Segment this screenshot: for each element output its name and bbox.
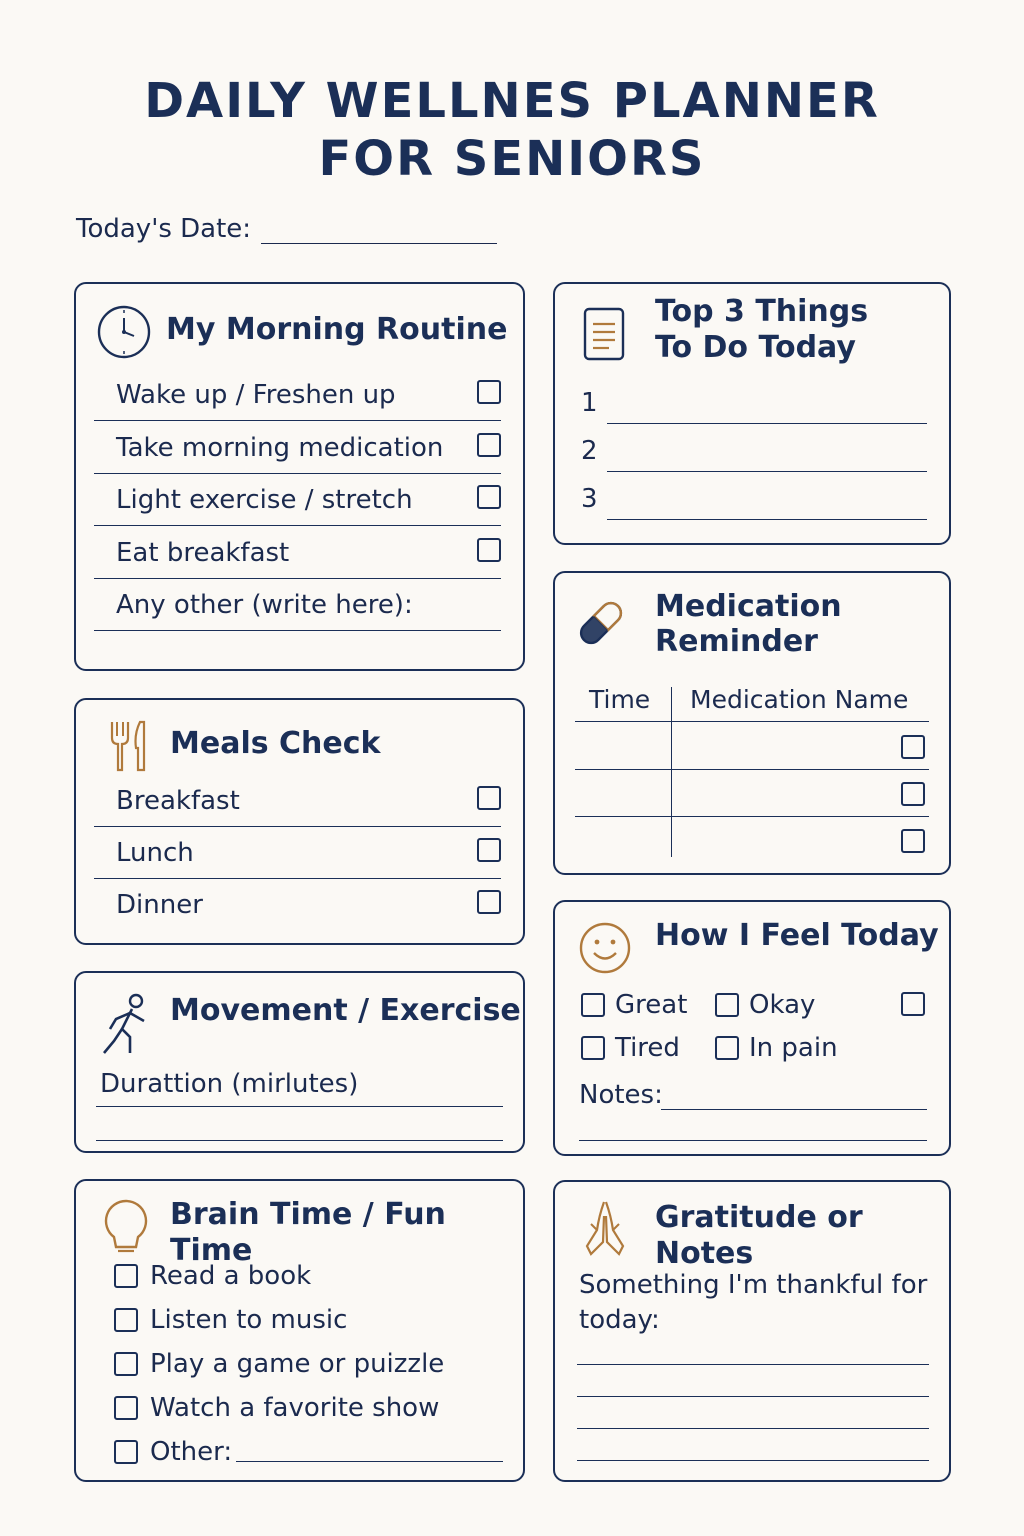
morning-item-1 — [94, 368, 501, 421]
meal-item-label: Breakfast — [116, 786, 240, 816]
med-row-line — [575, 816, 929, 817]
gratitude-line[interactable] — [577, 1396, 929, 1397]
med-row-checkbox[interactable] — [901, 782, 925, 806]
morning-other-label: Any other (write here): — [116, 590, 413, 620]
top3-title-line-2: To Do Today — [655, 330, 856, 365]
gratitude-prompt-line-1: Something I'm thankful for — [579, 1270, 928, 1300]
feel-option-okay[interactable] — [715, 990, 815, 1020]
duration-line[interactable] — [96, 1106, 503, 1107]
brain-card — [74, 1179, 525, 1482]
gratitude-line[interactable] — [577, 1428, 929, 1429]
lightbulb-icon — [102, 1197, 150, 1257]
meal-item-lunch — [94, 826, 501, 879]
med-col-divider — [671, 687, 672, 857]
morning-item-checkbox[interactable] — [477, 538, 501, 562]
med-col-time: Time — [589, 685, 651, 714]
brain-checkbox[interactable] — [114, 1396, 138, 1420]
medication-card — [553, 571, 951, 875]
gratitude-prompt-line-2: today: — [579, 1305, 660, 1335]
feel-option-tired[interactable] — [581, 1033, 680, 1063]
morning-item-checkbox[interactable] — [477, 380, 501, 404]
morning-item-checkbox[interactable] — [477, 433, 501, 457]
duration-label: Durattion (mirlutes) — [100, 1069, 359, 1099]
top3-title — [655, 294, 868, 366]
pill-icon — [571, 593, 631, 653]
top3-card — [553, 282, 951, 545]
movement-title: Movement / Exercise — [170, 993, 521, 1028]
date-label: Today's Date: — [76, 214, 252, 244]
brain-other-line[interactable] — [236, 1461, 503, 1462]
brain-checkbox[interactable] — [114, 1440, 138, 1464]
med-col-name: Medication Name — [690, 685, 909, 714]
top3-title-line-1: Top 3 Things — [655, 294, 869, 329]
date-input-line[interactable] — [261, 215, 497, 244]
feel-notes-line[interactable] — [661, 1109, 927, 1110]
gratitude-title: Gratitude or Notes — [655, 1200, 863, 1271]
morning-item-label: Take morning medication — [116, 433, 444, 463]
feel-option-label: Tired — [615, 1033, 680, 1063]
todo-line[interactable] — [607, 471, 927, 472]
meal-item-dinner — [94, 878, 501, 930]
morning-routine-title: My Morning Routine — [166, 312, 508, 347]
brain-checkbox[interactable] — [114, 1308, 138, 1332]
praying-hands-icon — [577, 1196, 633, 1260]
meals-title: Meals Check — [170, 726, 381, 761]
meal-item-label: Lunch — [116, 838, 194, 868]
movement-notes-line[interactable] — [96, 1140, 503, 1141]
morning-routine-card — [74, 282, 525, 671]
date-row — [76, 214, 497, 244]
morning-item-label: Light exercise / stretch — [116, 485, 413, 515]
med-row-checkbox[interactable] — [901, 829, 925, 853]
morning-item-checkbox[interactable] — [477, 485, 501, 509]
fork-knife-icon — [106, 718, 150, 774]
med-row-checkbox[interactable] — [901, 735, 925, 759]
walking-person-icon — [100, 991, 152, 1059]
feel-extra-checkbox[interactable] — [901, 992, 925, 1016]
feel-option-great[interactable] — [581, 990, 687, 1020]
meal-item-checkbox[interactable] — [477, 838, 501, 862]
todo-line[interactable] — [607, 519, 927, 520]
brain-item-label: Read a book — [150, 1261, 312, 1291]
medication-title-line-1: Medication — [655, 589, 842, 624]
feel-checkbox[interactable] — [581, 993, 605, 1017]
gratitude-line[interactable] — [577, 1364, 929, 1365]
todo-number: 3 — [581, 484, 598, 514]
gratitude-prompt — [579, 1268, 927, 1338]
brain-item-4[interactable] — [114, 1393, 439, 1423]
meal-item-checkbox[interactable] — [477, 786, 501, 810]
todo-row-1[interactable] — [581, 384, 927, 424]
feel-option-label: Great — [615, 990, 688, 1020]
med-row-line — [575, 769, 929, 770]
brain-item-label: Play a game or puizzle — [150, 1349, 445, 1379]
brain-title: Brain Time / Fun Time — [170, 1197, 446, 1268]
brain-item-label: Listen to music — [150, 1305, 348, 1335]
todo-line[interactable] — [607, 423, 927, 424]
brain-checkbox[interactable] — [114, 1264, 138, 1288]
notepad-icon — [581, 306, 627, 362]
meal-item-label: Dinner — [116, 890, 203, 920]
brain-item-label: Other: — [150, 1437, 233, 1467]
brain-item-2[interactable] — [114, 1305, 347, 1335]
feel-checkbox[interactable] — [715, 993, 739, 1017]
morning-item-label: Wake up / Freshen up — [116, 380, 396, 410]
morning-item-2 — [94, 421, 501, 474]
clock-icon — [96, 304, 152, 360]
brain-checkbox[interactable] — [114, 1352, 138, 1376]
todo-number: 1 — [581, 388, 598, 418]
title-line-2: FOR SENIORS — [318, 131, 706, 187]
feel-checkbox[interactable] — [715, 1036, 739, 1060]
brain-item-3[interactable] — [114, 1349, 444, 1379]
feel-checkbox[interactable] — [581, 1036, 605, 1060]
todo-number: 2 — [581, 436, 598, 466]
feel-option-label: Okay — [749, 990, 816, 1020]
brain-item-1[interactable] — [114, 1261, 311, 1291]
movement-card — [74, 971, 525, 1153]
morning-item-3 — [94, 473, 501, 526]
brain-item-other[interactable] — [114, 1437, 232, 1467]
feel-card — [553, 900, 951, 1156]
page-title — [0, 72, 1024, 188]
gratitude-line[interactable] — [577, 1460, 929, 1461]
morning-item-4 — [94, 526, 501, 579]
feel-notes-line-2[interactable] — [579, 1140, 927, 1141]
med-header-line — [575, 721, 929, 722]
smiley-icon — [577, 920, 633, 976]
medication-title-line-2: Reminder — [655, 624, 818, 659]
meal-item-checkbox[interactable] — [477, 890, 501, 914]
title-line-1: DAILY WELLNES PLANNER — [144, 73, 880, 129]
gratitude-card — [553, 1180, 951, 1482]
meals-card — [74, 698, 525, 945]
feel-title: How I Feel Today — [655, 918, 939, 953]
feel-notes-label: Notes: — [579, 1080, 663, 1110]
feel-option-label: In pain — [749, 1033, 838, 1063]
feel-option-in-pain[interactable] — [715, 1033, 838, 1063]
brain-item-label: Watch a favorite show — [150, 1393, 440, 1423]
todo-row-3[interactable] — [581, 480, 927, 520]
todo-row-2[interactable] — [581, 432, 927, 472]
meal-item-breakfast — [94, 774, 501, 827]
morning-other-row[interactable] — [94, 578, 501, 631]
medication-title — [655, 589, 842, 659]
morning-item-label: Eat breakfast — [116, 538, 290, 568]
